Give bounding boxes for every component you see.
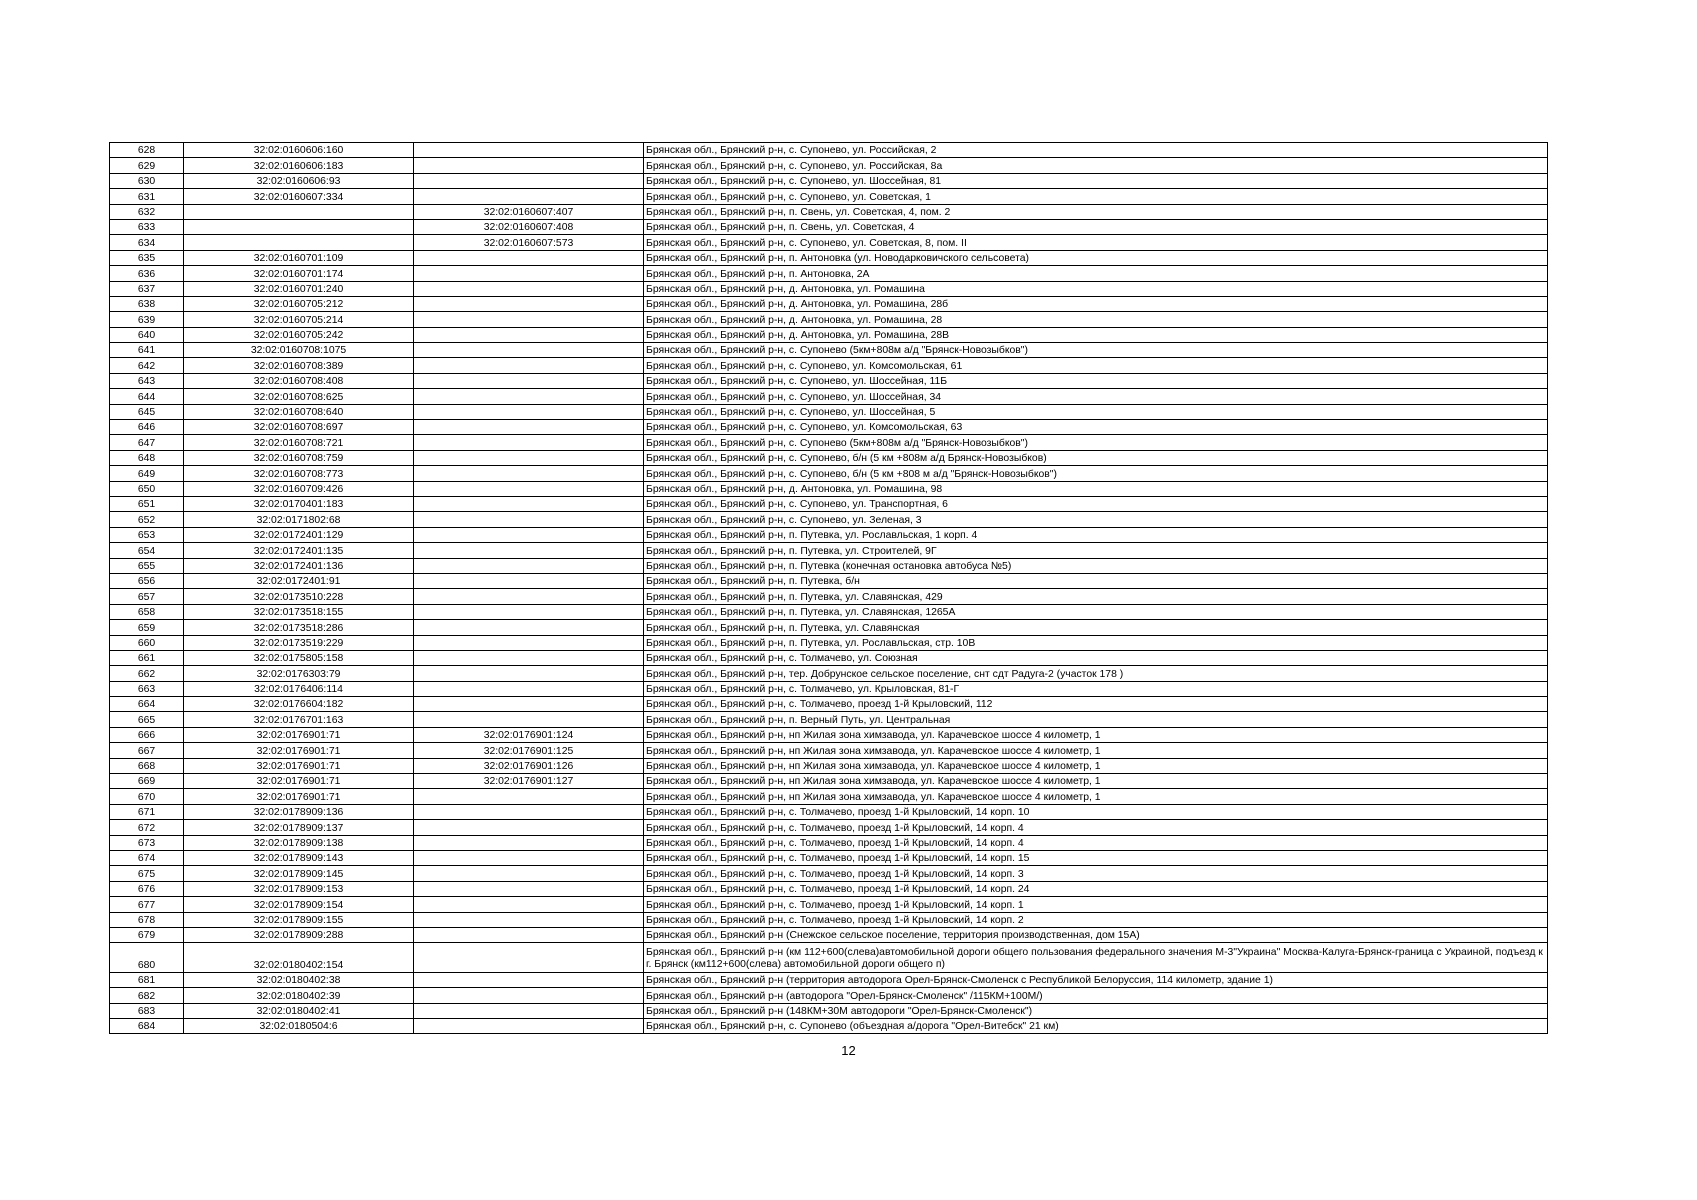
cadastral-number-cell: 32:02:0180402:154 <box>184 943 414 973</box>
cadastral-number-cell: 32:02:0180402:39 <box>184 988 414 1003</box>
table-row <box>110 927 1548 942</box>
address-cell: Брянская обл., Брянский р-н (Снежское сельское поселение, территория производственная, дом 15А) <box>644 927 1548 942</box>
linked-cadastral-number-cell: 32:02:0176901:126 <box>414 758 644 773</box>
linked-cadastral-number-cell <box>414 697 644 712</box>
table-row <box>110 804 1548 819</box>
linked-cadastral-number-cell <box>414 589 644 604</box>
address-cell: Брянская обл., Брянский р-н, с. Супонево, ул. Советская, 1 <box>644 189 1548 204</box>
row-number-cell: 645 <box>110 404 184 419</box>
row-number-cell: 647 <box>110 435 184 450</box>
cadastral-number-cell: 32:02:0178909:137 <box>184 820 414 835</box>
linked-cadastral-number-cell <box>414 343 644 358</box>
table-row <box>110 573 1548 588</box>
address-cell: Брянская обл., Брянский р-н, с. Толмачево, ул. Союзная <box>644 650 1548 665</box>
address-cell: Брянская обл., Брянский р-н, с. Супонево, ул. Российская, 8а <box>644 158 1548 173</box>
table-row <box>110 558 1548 573</box>
linked-cadastral-number-cell <box>414 327 644 342</box>
address-cell: Брянская обл., Брянский р-н, п. Путевка, ул. Рославльская, стр. 10В <box>644 635 1548 650</box>
linked-cadastral-number-cell: 32:02:0160607:573 <box>414 235 644 250</box>
address-cell: Брянская обл., Брянский р-н, д. Антоновка, ул. Ромашина <box>644 281 1548 296</box>
table-row <box>110 219 1548 234</box>
row-number-cell: 682 <box>110 988 184 1003</box>
cadastral-number-cell: 32:02:0160708:697 <box>184 420 414 435</box>
row-number-cell: 679 <box>110 927 184 942</box>
address-cell: Брянская обл., Брянский р-н, нп Жилая зона химзавода, ул. Карачевское шоссе 4 километр, 1 <box>644 789 1548 804</box>
cadastral-number-cell: 32:02:0178909:143 <box>184 850 414 865</box>
row-number-cell: 632 <box>110 204 184 219</box>
cadastral-number-cell: 32:02:0173510:228 <box>184 589 414 604</box>
cadastral-number-cell <box>184 235 414 250</box>
address-cell: Брянская обл., Брянский р-н, д. Антоновка, ул. Ромашина, 98 <box>644 481 1548 496</box>
table-row <box>110 697 1548 712</box>
cadastral-number-cell: 32:02:0175805:158 <box>184 650 414 665</box>
linked-cadastral-number-cell <box>414 972 644 987</box>
linked-cadastral-number-cell <box>414 404 644 419</box>
address-cell: Брянская обл., Брянский р-н, п. Антоновка (ул. Новодарковичского сельсовета) <box>644 250 1548 265</box>
linked-cadastral-number-cell <box>414 681 644 696</box>
table-row <box>110 389 1548 404</box>
linked-cadastral-number-cell <box>414 573 644 588</box>
table-row <box>110 312 1548 327</box>
table-row <box>110 527 1548 542</box>
row-number-cell: 662 <box>110 666 184 681</box>
address-cell: Брянская обл., Брянский р-н, нп Жилая зона химзавода, ул. Карачевское шоссе 4 километр, 1 <box>644 743 1548 758</box>
table-row <box>110 143 1548 158</box>
table-row <box>110 512 1548 527</box>
row-number-cell: 649 <box>110 466 184 481</box>
cadastral-number-cell: 32:02:0180402:41 <box>184 1003 414 1018</box>
address-cell: Брянская обл., Брянский р-н, нп Жилая зона химзавода, ул. Карачевское шоссе 4 километр, 1 <box>644 774 1548 789</box>
table-row <box>110 404 1548 419</box>
row-number-cell: 633 <box>110 219 184 234</box>
cadastral-number-cell: 32:02:0176701:163 <box>184 712 414 727</box>
table-row <box>110 235 1548 250</box>
table-row <box>110 173 1548 188</box>
table-row <box>110 820 1548 835</box>
cadastral-number-cell: 32:02:0172401:135 <box>184 543 414 558</box>
cadastral-number-cell: 32:02:0160606:160 <box>184 143 414 158</box>
cadastral-number-cell: 32:02:0160701:174 <box>184 266 414 281</box>
address-cell: Брянская обл., Брянский р-н (автодорога "Орел-Брянск-Смоленск" /115КМ+100М/) <box>644 988 1548 1003</box>
table-row <box>110 604 1548 619</box>
cadastral-number-cell: 32:02:0173519:229 <box>184 635 414 650</box>
address-cell: Брянская обл., Брянский р-н, с. Супонево, б/н (5 км +808 м а/д "Брянск-Новозыбков") <box>644 466 1548 481</box>
linked-cadastral-number-cell <box>414 835 644 850</box>
cadastral-number-cell: 32:02:0160606:183 <box>184 158 414 173</box>
address-cell: Брянская обл., Брянский р-н, с. Супонево, ул. Комсомольская, 63 <box>644 420 1548 435</box>
address-cell: Брянская обл., Брянский р-н (148КМ+30М автодороги "Орел-Брянск-Смоленск") <box>644 1003 1548 1018</box>
cadastral-number-cell: 32:02:0160708:1075 <box>184 343 414 358</box>
row-number-cell: 638 <box>110 296 184 311</box>
linked-cadastral-number-cell <box>414 496 644 511</box>
cadastral-number-cell: 32:02:0160705:212 <box>184 296 414 311</box>
table-row <box>110 712 1548 727</box>
linked-cadastral-number-cell <box>414 650 644 665</box>
cadastral-number-cell: 32:02:0173518:286 <box>184 620 414 635</box>
address-cell: Брянская обл., Брянский р-н, с. Супонево, ул. Зеленая, 3 <box>644 512 1548 527</box>
row-number-cell: 672 <box>110 820 184 835</box>
row-number-cell: 641 <box>110 343 184 358</box>
linked-cadastral-number-cell <box>414 897 644 912</box>
cadastral-number-cell: 32:02:0160708:625 <box>184 389 414 404</box>
cadastral-number-cell: 32:02:0160606:93 <box>184 173 414 188</box>
address-cell: Брянская обл., Брянский р-н, с. Супонево, ул. Комсомольская, 61 <box>644 358 1548 373</box>
table-row <box>110 189 1548 204</box>
row-number-cell: 644 <box>110 389 184 404</box>
address-cell: Брянская обл., Брянский р-н, тер. Добрунское сельское поселение, снт сдт Радуга-2 (участок 178 ) <box>644 666 1548 681</box>
table-row <box>110 972 1548 987</box>
address-cell: Брянская обл., Брянский р-н, нп Жилая зона химзавода, ул. Карачевское шоссе 4 километр, 1 <box>644 727 1548 742</box>
address-cell: Брянская обл., Брянский р-н, с. Супонево, ул. Российская, 2 <box>644 143 1548 158</box>
table-row <box>110 589 1548 604</box>
cadastral-number-cell: 32:02:0172401:129 <box>184 527 414 542</box>
linked-cadastral-number-cell: 32:02:0160607:408 <box>414 219 644 234</box>
row-number-cell: 652 <box>110 512 184 527</box>
address-cell: Брянская обл., Брянский р-н, с. Супонево, ул. Шоссейная, 81 <box>644 173 1548 188</box>
row-number-cell: 670 <box>110 789 184 804</box>
table-row <box>110 897 1548 912</box>
cadastral-number-cell: 32:02:0170401:183 <box>184 496 414 511</box>
linked-cadastral-number-cell <box>414 158 644 173</box>
registry-table-body <box>110 143 1548 1034</box>
linked-cadastral-number-cell: 32:02:0176901:124 <box>414 727 644 742</box>
address-cell: Брянская обл., Брянский р-н, с. Супонево, ул. Шоссейная, 5 <box>644 404 1548 419</box>
address-cell: Брянская обл., Брянский р-н, п. Путевка, ул. Строителей, 9Г <box>644 543 1548 558</box>
address-cell: Брянская обл., Брянский р-н, с. Супонево (5км+808м а/д "Брянск-Новозыбков") <box>644 435 1548 450</box>
row-number-cell: 676 <box>110 881 184 896</box>
table-row <box>110 620 1548 635</box>
address-cell: Брянская обл., Брянский р-н, с. Супонево (5км+808м а/д "Брянск-Новозыбков") <box>644 343 1548 358</box>
linked-cadastral-number-cell <box>414 881 644 896</box>
row-number-cell: 658 <box>110 604 184 619</box>
linked-cadastral-number-cell <box>414 789 644 804</box>
address-cell: Брянская обл., Брянский р-н, с. Толмачево, проезд 1-й Крыловский, 14 корп. 24 <box>644 881 1548 896</box>
cadastral-number-cell: 32:02:0160705:242 <box>184 327 414 342</box>
table-row <box>110 743 1548 758</box>
linked-cadastral-number-cell <box>414 389 644 404</box>
linked-cadastral-number-cell <box>414 850 644 865</box>
cadastral-number-cell: 32:02:0160701:109 <box>184 250 414 265</box>
cadastral-number-cell: 32:02:0178909:153 <box>184 881 414 896</box>
page-number: 12 <box>841 1043 856 1058</box>
cadastral-number-cell: 32:02:0172401:91 <box>184 573 414 588</box>
table-row <box>110 835 1548 850</box>
row-number-cell: 643 <box>110 373 184 388</box>
linked-cadastral-number-cell <box>414 543 644 558</box>
linked-cadastral-number-cell: 32:02:0176901:125 <box>414 743 644 758</box>
linked-cadastral-number-cell <box>414 281 644 296</box>
table-row <box>110 988 1548 1003</box>
cadastral-number-cell <box>184 204 414 219</box>
linked-cadastral-number-cell: 32:02:0176901:127 <box>414 774 644 789</box>
linked-cadastral-number-cell <box>414 927 644 942</box>
row-number-cell: 664 <box>110 697 184 712</box>
table-row <box>110 281 1548 296</box>
address-cell: Брянская обл., Брянский р-н, п. Свень, ул. Советская, 4, пом. 2 <box>644 204 1548 219</box>
row-number-cell: 655 <box>110 558 184 573</box>
table-row <box>110 481 1548 496</box>
linked-cadastral-number-cell <box>414 143 644 158</box>
address-cell: Брянская обл., Брянский р-н (км 112+600(слева)автомобильной дороги общего пользования федерального значения М-3"Украина" Москва-Калуга-Брянск-граница с Украиной, подъезд к г. Брянск (км112+600(слева) автомобильной дороги общего п) <box>644 943 1548 973</box>
address-cell: Брянская обл., Брянский р-н, нп Жилая зона химзавода, ул. Карачевское шоссе 4 километр, 1 <box>644 758 1548 773</box>
row-number-cell: 634 <box>110 235 184 250</box>
row-number-cell: 630 <box>110 173 184 188</box>
cadastral-number-cell: 32:02:0176604:182 <box>184 697 414 712</box>
table-row <box>110 296 1548 311</box>
table-row <box>110 466 1548 481</box>
row-number-cell: 656 <box>110 573 184 588</box>
table-row <box>110 343 1548 358</box>
cadastral-number-cell: 32:02:0180504:6 <box>184 1019 414 1034</box>
address-cell: Брянская обл., Брянский р-н, с. Супонево, ул. Шоссейная, 34 <box>644 389 1548 404</box>
address-cell: Брянская обл., Брянский р-н, с. Толмачево, проезд 1-й Крыловский, 14 корп. 15 <box>644 850 1548 865</box>
address-cell: Брянская обл., Брянский р-н, п. Путевка, ул. Славянская, 429 <box>644 589 1548 604</box>
row-number-cell: 681 <box>110 972 184 987</box>
cadastral-number-cell: 32:02:0160708:408 <box>184 373 414 388</box>
address-cell: Брянская обл., Брянский р-н, п. Свень, ул. Советская, 4 <box>644 219 1548 234</box>
linked-cadastral-number-cell <box>414 189 644 204</box>
row-number-cell: 667 <box>110 743 184 758</box>
row-number-cell: 637 <box>110 281 184 296</box>
linked-cadastral-number-cell <box>414 820 644 835</box>
row-number-cell: 642 <box>110 358 184 373</box>
cadastral-number-cell: 32:02:0178909:138 <box>184 835 414 850</box>
cadastral-number-cell: 32:02:0172401:136 <box>184 558 414 573</box>
row-number-cell: 648 <box>110 450 184 465</box>
linked-cadastral-number-cell <box>414 173 644 188</box>
row-number-cell: 677 <box>110 897 184 912</box>
cadastral-number-cell: 32:02:0176901:71 <box>184 727 414 742</box>
address-cell: Брянская обл., Брянский р-н, д. Антоновка, ул. Ромашина, 28б <box>644 296 1548 311</box>
address-cell: Брянская обл., Брянский р-н, п. Путевка, ул. Славянская, 1265А <box>644 604 1548 619</box>
cadastral-number-cell <box>184 219 414 234</box>
address-cell: Брянская обл., Брянский р-н, с. Толмачево, проезд 1-й Крыловский, 14 корп. 2 <box>644 912 1548 927</box>
address-cell: Брянская обл., Брянский р-н, д. Антоновка, ул. Ромашина, 28В <box>644 327 1548 342</box>
table-row <box>110 943 1548 973</box>
linked-cadastral-number-cell <box>414 296 644 311</box>
linked-cadastral-number-cell <box>414 250 644 265</box>
linked-cadastral-number-cell <box>414 420 644 435</box>
linked-cadastral-number-cell <box>414 635 644 650</box>
row-number-cell: 673 <box>110 835 184 850</box>
address-cell: Брянская обл., Брянский р-н, п. Путевка (конечная остановка автобуса №5) <box>644 558 1548 573</box>
linked-cadastral-number-cell <box>414 435 644 450</box>
cadastral-number-cell: 32:02:0178909:145 <box>184 866 414 881</box>
address-cell: Брянская обл., Брянский р-н, с. Толмачево, проезд 1-й Крыловский, 14 корп. 4 <box>644 835 1548 850</box>
table-row <box>110 358 1548 373</box>
cadastral-number-cell: 32:02:0178909:154 <box>184 897 414 912</box>
row-number-cell: 661 <box>110 650 184 665</box>
table-row <box>110 881 1548 896</box>
table-row <box>110 650 1548 665</box>
row-number-cell: 683 <box>110 1003 184 1018</box>
cadastral-number-cell: 32:02:0160708:640 <box>184 404 414 419</box>
address-cell: Брянская обл., Брянский р-н, п. Путевка, б/н <box>644 573 1548 588</box>
address-cell: Брянская обл., Брянский р-н, с. Супонево, ул. Шоссейная, 11Б <box>644 373 1548 388</box>
cadastral-number-cell: 32:02:0160708:773 <box>184 466 414 481</box>
row-number-cell: 660 <box>110 635 184 650</box>
address-cell: Брянская обл., Брянский р-н (территория автодорога Орел-Брянск-Смоленск с Республикой Белоруссия, 114 километр, здание 1) <box>644 972 1548 987</box>
table-row <box>110 450 1548 465</box>
table-row <box>110 204 1548 219</box>
row-number-cell: 659 <box>110 620 184 635</box>
linked-cadastral-number-cell <box>414 912 644 927</box>
linked-cadastral-number-cell <box>414 527 644 542</box>
table-row <box>110 789 1548 804</box>
cadastral-number-cell: 32:02:0178909:136 <box>184 804 414 819</box>
address-cell: Брянская обл., Брянский р-н, с. Супонево, ул. Советская, 8, пом. II <box>644 235 1548 250</box>
table-row <box>110 496 1548 511</box>
linked-cadastral-number-cell <box>414 466 644 481</box>
address-cell: Брянская обл., Брянский р-н, д. Антоновка, ул. Ромашина, 28 <box>644 312 1548 327</box>
table-row <box>110 435 1548 450</box>
linked-cadastral-number-cell <box>414 604 644 619</box>
address-cell: Брянская обл., Брянский р-н, п. Антоновка, 2А <box>644 266 1548 281</box>
linked-cadastral-number-cell <box>414 666 644 681</box>
linked-cadastral-number-cell <box>414 512 644 527</box>
linked-cadastral-number-cell <box>414 450 644 465</box>
table-row <box>110 666 1548 681</box>
linked-cadastral-number-cell <box>414 481 644 496</box>
row-number-cell: 635 <box>110 250 184 265</box>
linked-cadastral-number-cell <box>414 1003 644 1018</box>
cadastral-number-cell: 32:02:0176901:71 <box>184 743 414 758</box>
cadastral-number-cell: 32:02:0160607:334 <box>184 189 414 204</box>
cadastral-number-cell: 32:02:0160708:721 <box>184 435 414 450</box>
cadastral-number-cell: 32:02:0176406:114 <box>184 681 414 696</box>
linked-cadastral-number-cell <box>414 866 644 881</box>
row-number-cell: 640 <box>110 327 184 342</box>
address-cell: Брянская обл., Брянский р-н, с. Толмачево, проезд 1-й Крыловский, 112 <box>644 697 1548 712</box>
table-row <box>110 373 1548 388</box>
address-cell: Брянская обл., Брянский р-н, с. Супонево, ул. Транспортная, 6 <box>644 496 1548 511</box>
row-number-cell: 629 <box>110 158 184 173</box>
linked-cadastral-number-cell <box>414 1019 644 1034</box>
row-number-cell: 653 <box>110 527 184 542</box>
table-row <box>110 635 1548 650</box>
table-row <box>110 327 1548 342</box>
address-cell: Брянская обл., Брянский р-н, п. Путевка, ул. Славянская <box>644 620 1548 635</box>
table-row <box>110 727 1548 742</box>
address-cell: Брянская обл., Брянский р-н, с. Супонево (объездная а/дорога "Орел-Витебск" 21 км) <box>644 1019 1548 1034</box>
row-number-cell: 665 <box>110 712 184 727</box>
table-row <box>110 850 1548 865</box>
address-cell: Брянская обл., Брянский р-н, п. Верный Путь, ул. Центральная <box>644 712 1548 727</box>
row-number-cell: 631 <box>110 189 184 204</box>
table-row <box>110 1019 1548 1034</box>
row-number-cell: 651 <box>110 496 184 511</box>
table-row <box>110 420 1548 435</box>
linked-cadastral-number-cell <box>414 988 644 1003</box>
row-number-cell: 675 <box>110 866 184 881</box>
row-number-cell: 671 <box>110 804 184 819</box>
table-row <box>110 250 1548 265</box>
table-row <box>110 774 1548 789</box>
table-row <box>110 158 1548 173</box>
cadastral-number-cell: 32:02:0178909:155 <box>184 912 414 927</box>
cadastral-number-cell: 32:02:0176901:71 <box>184 774 414 789</box>
cadastral-number-cell: 32:02:0176303:79 <box>184 666 414 681</box>
address-cell: Брянская обл., Брянский р-н, с. Толмачево, проезд 1-й Крыловский, 14 корп. 10 <box>644 804 1548 819</box>
row-number-cell: 666 <box>110 727 184 742</box>
linked-cadastral-number-cell <box>414 620 644 635</box>
address-cell: Брянская обл., Брянский р-н, п. Путевка, ул. Рославльская, 1 корп. 4 <box>644 527 1548 542</box>
row-number-cell: 684 <box>110 1019 184 1034</box>
row-number-cell: 628 <box>110 143 184 158</box>
table-row <box>110 266 1548 281</box>
cadastral-number-cell: 32:02:0160701:240 <box>184 281 414 296</box>
row-number-cell: 680 <box>110 943 184 973</box>
cadastral-number-cell: 32:02:0160709:426 <box>184 481 414 496</box>
cadastral-number-cell: 32:02:0171802:68 <box>184 512 414 527</box>
cadastral-number-cell: 32:02:0173518:155 <box>184 604 414 619</box>
row-number-cell: 663 <box>110 681 184 696</box>
linked-cadastral-number-cell <box>414 373 644 388</box>
table-row <box>110 543 1548 558</box>
cadastral-number-cell: 32:02:0160708:389 <box>184 358 414 373</box>
cadastral-number-cell: 32:02:0176901:71 <box>184 758 414 773</box>
linked-cadastral-number-cell <box>414 266 644 281</box>
table-row <box>110 758 1548 773</box>
row-number-cell: 668 <box>110 758 184 773</box>
registry-table <box>109 142 1548 1034</box>
address-cell: Брянская обл., Брянский р-н, с. Толмачево, проезд 1-й Крыловский, 14 корп. 4 <box>644 820 1548 835</box>
table-row <box>110 912 1548 927</box>
row-number-cell: 669 <box>110 774 184 789</box>
table-row <box>110 1003 1548 1018</box>
cadastral-number-cell: 32:02:0176901:71 <box>184 789 414 804</box>
cadastral-number-cell: 32:02:0160708:759 <box>184 450 414 465</box>
row-number-cell: 650 <box>110 481 184 496</box>
linked-cadastral-number-cell <box>414 804 644 819</box>
row-number-cell: 657 <box>110 589 184 604</box>
cadastral-number-cell: 32:02:0180402:38 <box>184 972 414 987</box>
row-number-cell: 636 <box>110 266 184 281</box>
row-number-cell: 654 <box>110 543 184 558</box>
address-cell: Брянская обл., Брянский р-н, с. Супонево, б/н (5 км +808м а/д Брянск-Новозыбков) <box>644 450 1548 465</box>
linked-cadastral-number-cell <box>414 558 644 573</box>
address-cell: Брянская обл., Брянский р-н, с. Толмачево, ул. Крыловская, 81-Г <box>644 681 1548 696</box>
table-row <box>110 681 1548 696</box>
address-cell: Брянская обл., Брянский р-н, с. Толмачево, проезд 1-й Крыловский, 14 корп. 3 <box>644 866 1548 881</box>
linked-cadastral-number-cell: 32:02:0160607:407 <box>414 204 644 219</box>
linked-cadastral-number-cell <box>414 943 644 973</box>
cadastral-number-cell: 32:02:0178909:288 <box>184 927 414 942</box>
linked-cadastral-number-cell <box>414 358 644 373</box>
row-number-cell: 646 <box>110 420 184 435</box>
row-number-cell: 674 <box>110 850 184 865</box>
cadastral-number-cell: 32:02:0160705:214 <box>184 312 414 327</box>
address-cell: Брянская обл., Брянский р-н, с. Толмачево, проезд 1-й Крыловский, 14 корп. 1 <box>644 897 1548 912</box>
table-row <box>110 866 1548 881</box>
row-number-cell: 678 <box>110 912 184 927</box>
linked-cadastral-number-cell <box>414 712 644 727</box>
row-number-cell: 639 <box>110 312 184 327</box>
linked-cadastral-number-cell <box>414 312 644 327</box>
